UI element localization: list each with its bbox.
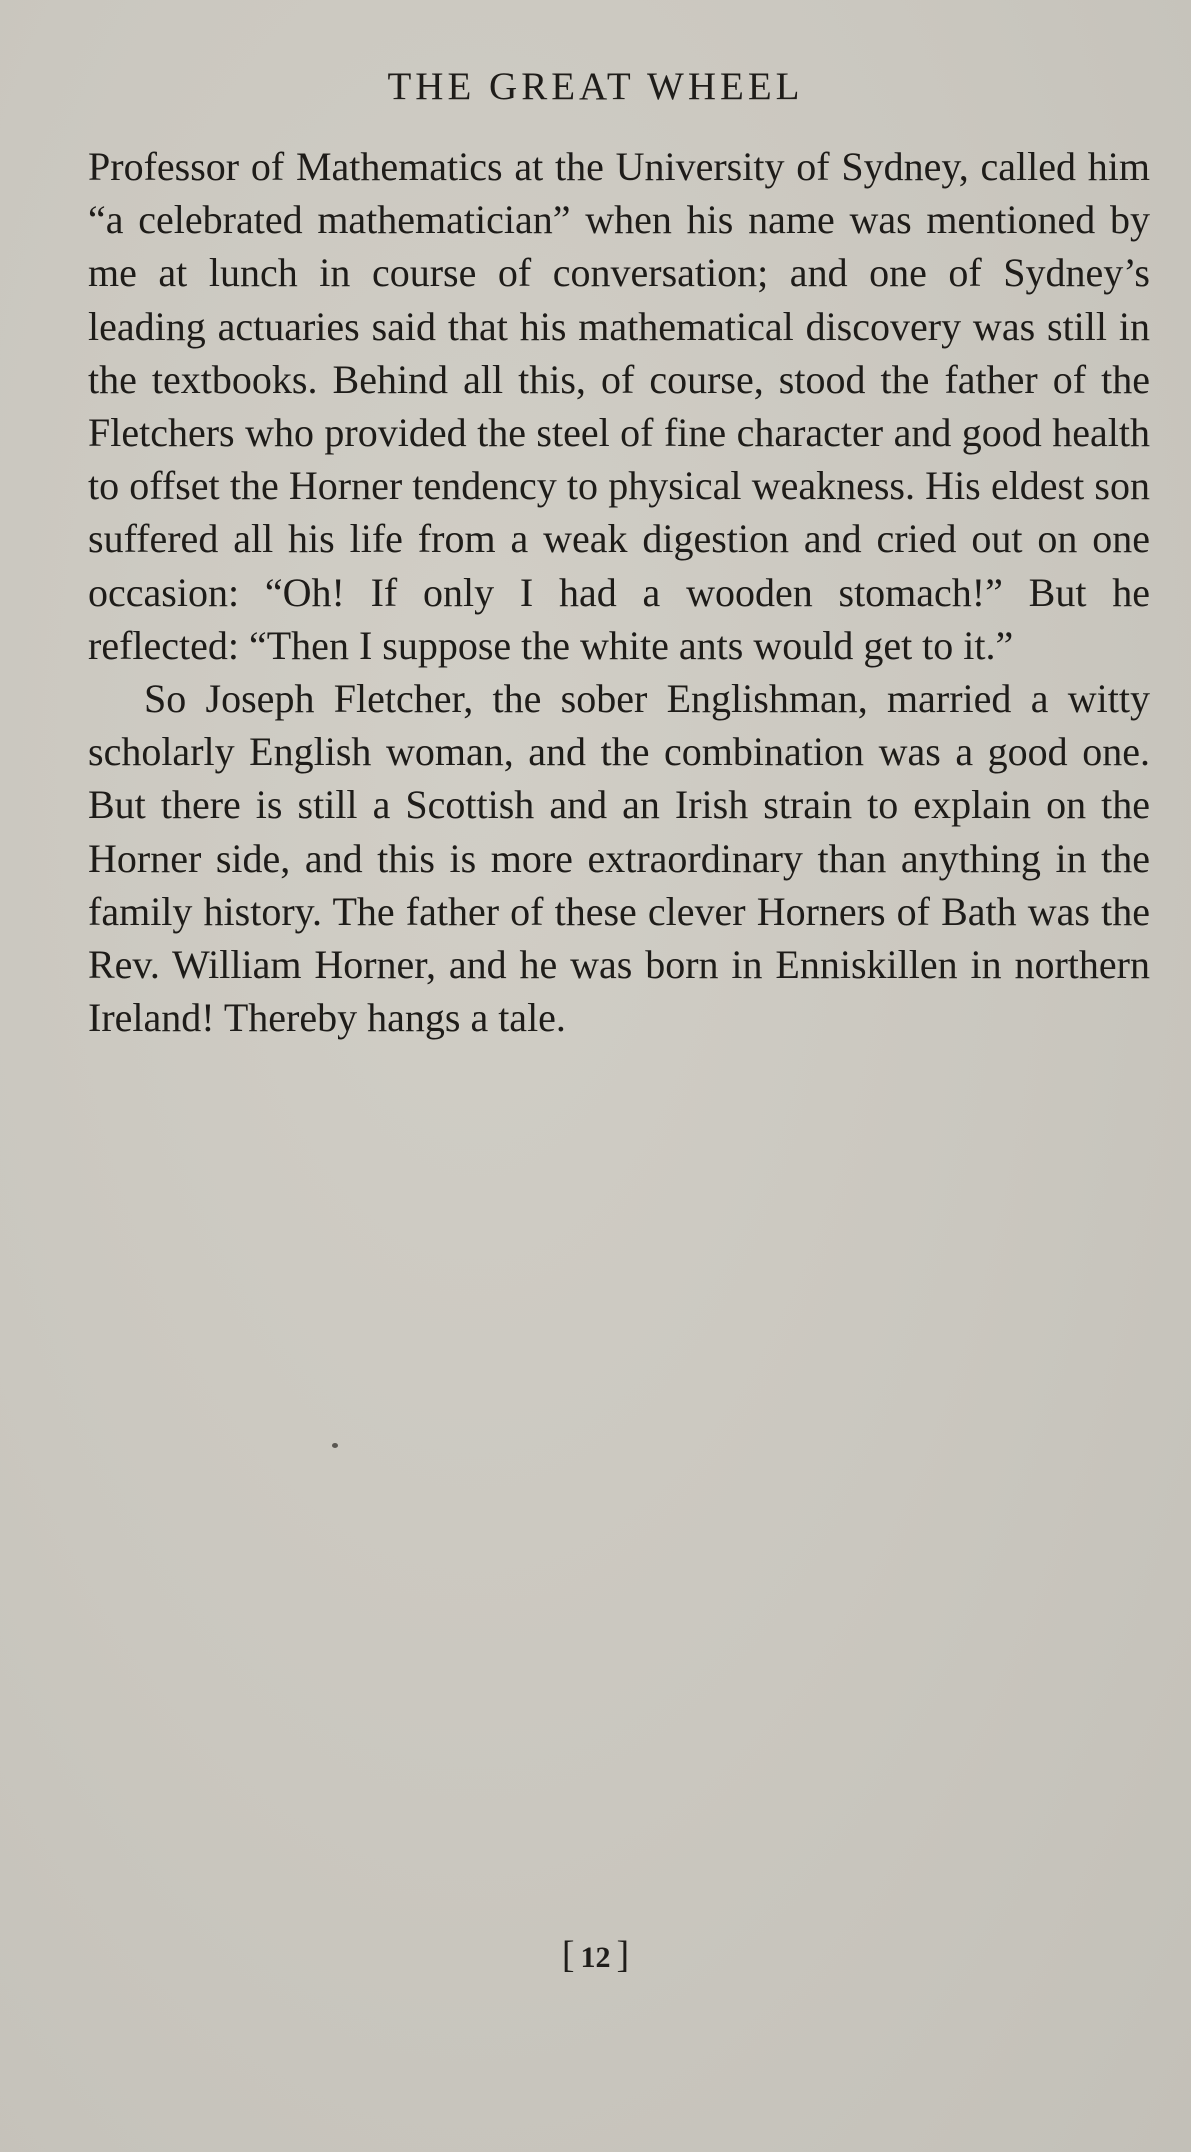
paragraph: So Joseph Fletcher, the sober Englishman, married a witty scholarly English woman, and the combination was a good one. But there is still a Scottish and an Irish strain to explain on the Horner side, and this is more extraordinary than anything in the family history. The father of these clever Horners of Bath was the Rev. William Horner, and he was born in Enniskillen in northern Ireland! Thereby hangs a tale.	[88, 676, 1150, 1041]
page-number-open-bracket: [	[561, 1934, 575, 1976]
paragraph-continuation: Professor of Mathematics at the University of Sydney, called him “a celebrated mathematician” when his name was mentioned by me at lunch in course of conversation; and one of Sydney’s leading actuaries said that his mathematical discovery was still in the textbooks. Behind all this, of course, stood the father of the Fletchers who provided the steel of fine character and good health to offset the Horner tendency to physical weakness. His eldest son suffered all his life from a weak digestion and cried out on one occasion: “Oh! If only I had a wooden stomach!” But he reflected: “Then I suppose the white ants would get to it.”	[88, 144, 1150, 668]
paper-speck	[332, 1443, 338, 1448]
running-head: THE GREAT WHEEL	[387, 65, 804, 108]
page-number	[0, 1930, 1191, 1983]
body-text	[88, 140, 1150, 1044]
page-number-close-bracket: ]	[616, 1934, 630, 1976]
page-number-value: 12	[580, 1941, 611, 1974]
